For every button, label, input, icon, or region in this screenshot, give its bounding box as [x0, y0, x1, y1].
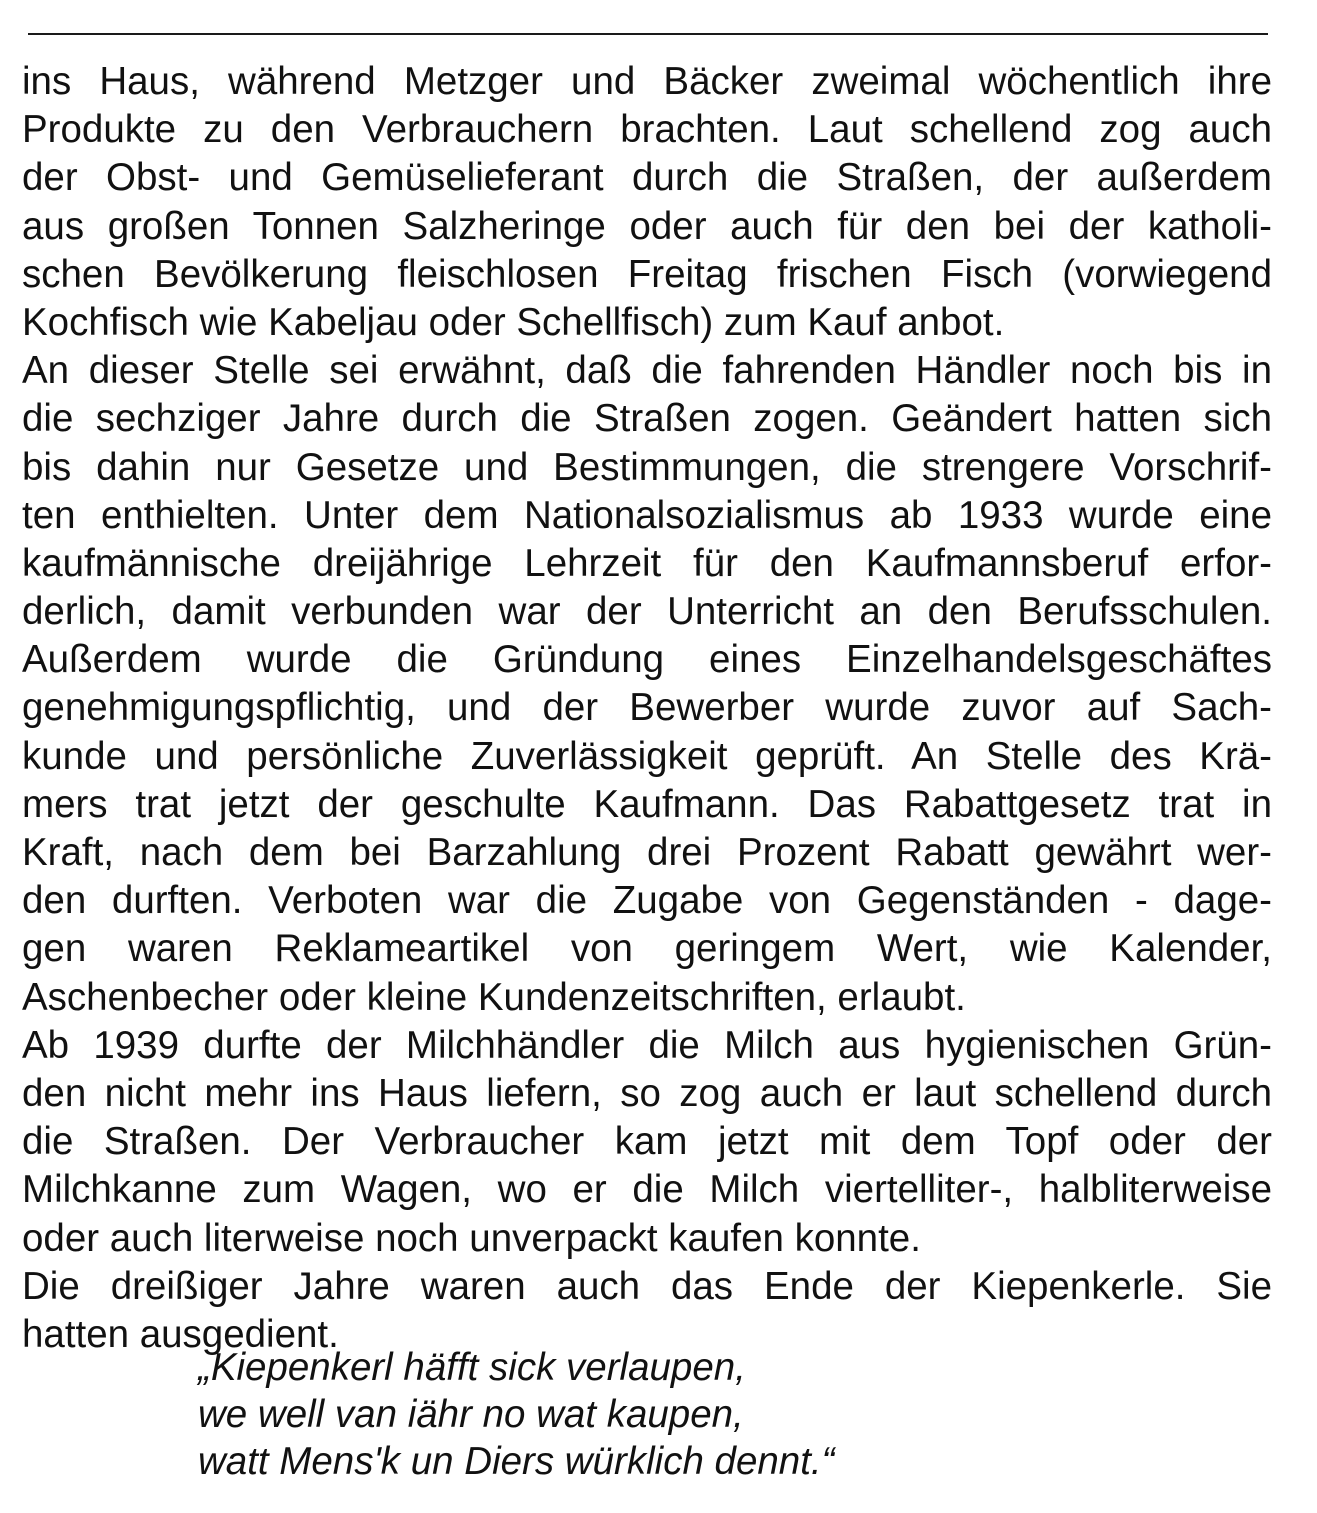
text-line: genehmigungspflichtig, und der Bewerber wurde zuvor auf Sach-	[22, 686, 1272, 730]
text-line: oder auch literweise noch unverpackt kaufen konnte.	[22, 1216, 921, 1260]
text-line: Milchkanne zum Wagen, wo er die Milch viertelliter-, halbliterweise	[22, 1168, 1272, 1212]
body-text	[22, 58, 1272, 1359]
text-line: den durften. Verboten war die Zugabe von Gegenständen - dage-	[22, 879, 1272, 923]
text-line: Kraft, nach dem bei Barzahlung drei Prozent Rabatt gewährt wer-	[22, 831, 1272, 874]
text-line: ten enthielten. Unter dem Nationalsozialismus ab 1933 wurde eine	[22, 493, 1272, 537]
text-line: die sechziger Jahre durch die Straßen zogen. Geändert hatten sich	[22, 397, 1272, 441]
text-line: gen waren Reklameartikel von geringem Wert, wie Kalender,	[22, 927, 1272, 971]
poem-line: „Kiepenkerl häfft sick verlaupen,	[198, 1346, 746, 1389]
text-line: An dieser Stelle sei erwähnt, daß die fahrenden Händler noch bis in	[22, 349, 1272, 393]
text-line: ins Haus, während Metzger und Bäcker zweimal wöchentlich ihre	[22, 60, 1272, 103]
text-line: derlich, damit verbunden war der Unterricht an den Berufsschulen.	[22, 590, 1272, 634]
text-line: der Obst- und Gemüselieferant durch die Straßen, der außerdem	[22, 156, 1272, 200]
text-line: hatten ausgedient.	[22, 1312, 339, 1356]
text-line: kaufmännische dreijährige Lehrzeit für den Kaufmannsberuf erfor-	[22, 541, 1272, 585]
top-rule	[28, 33, 1268, 35]
text-line: aus großen Tonnen Salzheringe oder auch für den bei der katholi-	[22, 204, 1272, 248]
text-line: bis dahin nur Gesetze und Bestimmungen, die strengere Vorschrif-	[22, 445, 1272, 489]
text-line: Produkte zu den Verbrauchern brachten. Laut schellend zog auch	[22, 108, 1272, 152]
text-line: die Straßen. Der Verbraucher kam jetzt mit dem Topf oder der	[22, 1120, 1272, 1164]
text-line: Ab 1939 durfte der Milchhändler die Milch aus hygienischen Grün-	[22, 1023, 1272, 1067]
text-line: kunde und persönliche Zuverlässigkeit geprüft. An Stelle des Krä-	[22, 734, 1272, 778]
text-line: Die dreißiger Jahre waren auch das Ende der Kiepenkerle. Sie	[22, 1264, 1272, 1308]
text-line: Außerdem wurde die Gründung eines Einzelhandelsgeschäftes	[22, 638, 1272, 682]
text-line: Kochfisch wie Kabeljau oder Schellfisch) zum Kauf anbot.	[22, 300, 1005, 344]
text-line: mers trat jetzt der geschulte Kaufmann. Das Rabattgesetz trat in	[22, 782, 1272, 826]
text-line: den nicht mehr ins Haus liefern, so zog auch er laut schellend durch	[22, 1071, 1272, 1115]
text-line: Aschenbecher oder kleine Kundenzeitschriften, erlaubt.	[22, 975, 966, 1019]
poem-quote	[198, 1344, 998, 1485]
poem-line: we well van iähr no wat kaupen,	[198, 1393, 744, 1436]
text-line: schen Bevölkerung fleischlosen Freitag frischen Fisch (vorwiegend	[22, 252, 1272, 296]
poem-line: watt Mens'k un Diers würklich dennt.“	[198, 1440, 835, 1483]
